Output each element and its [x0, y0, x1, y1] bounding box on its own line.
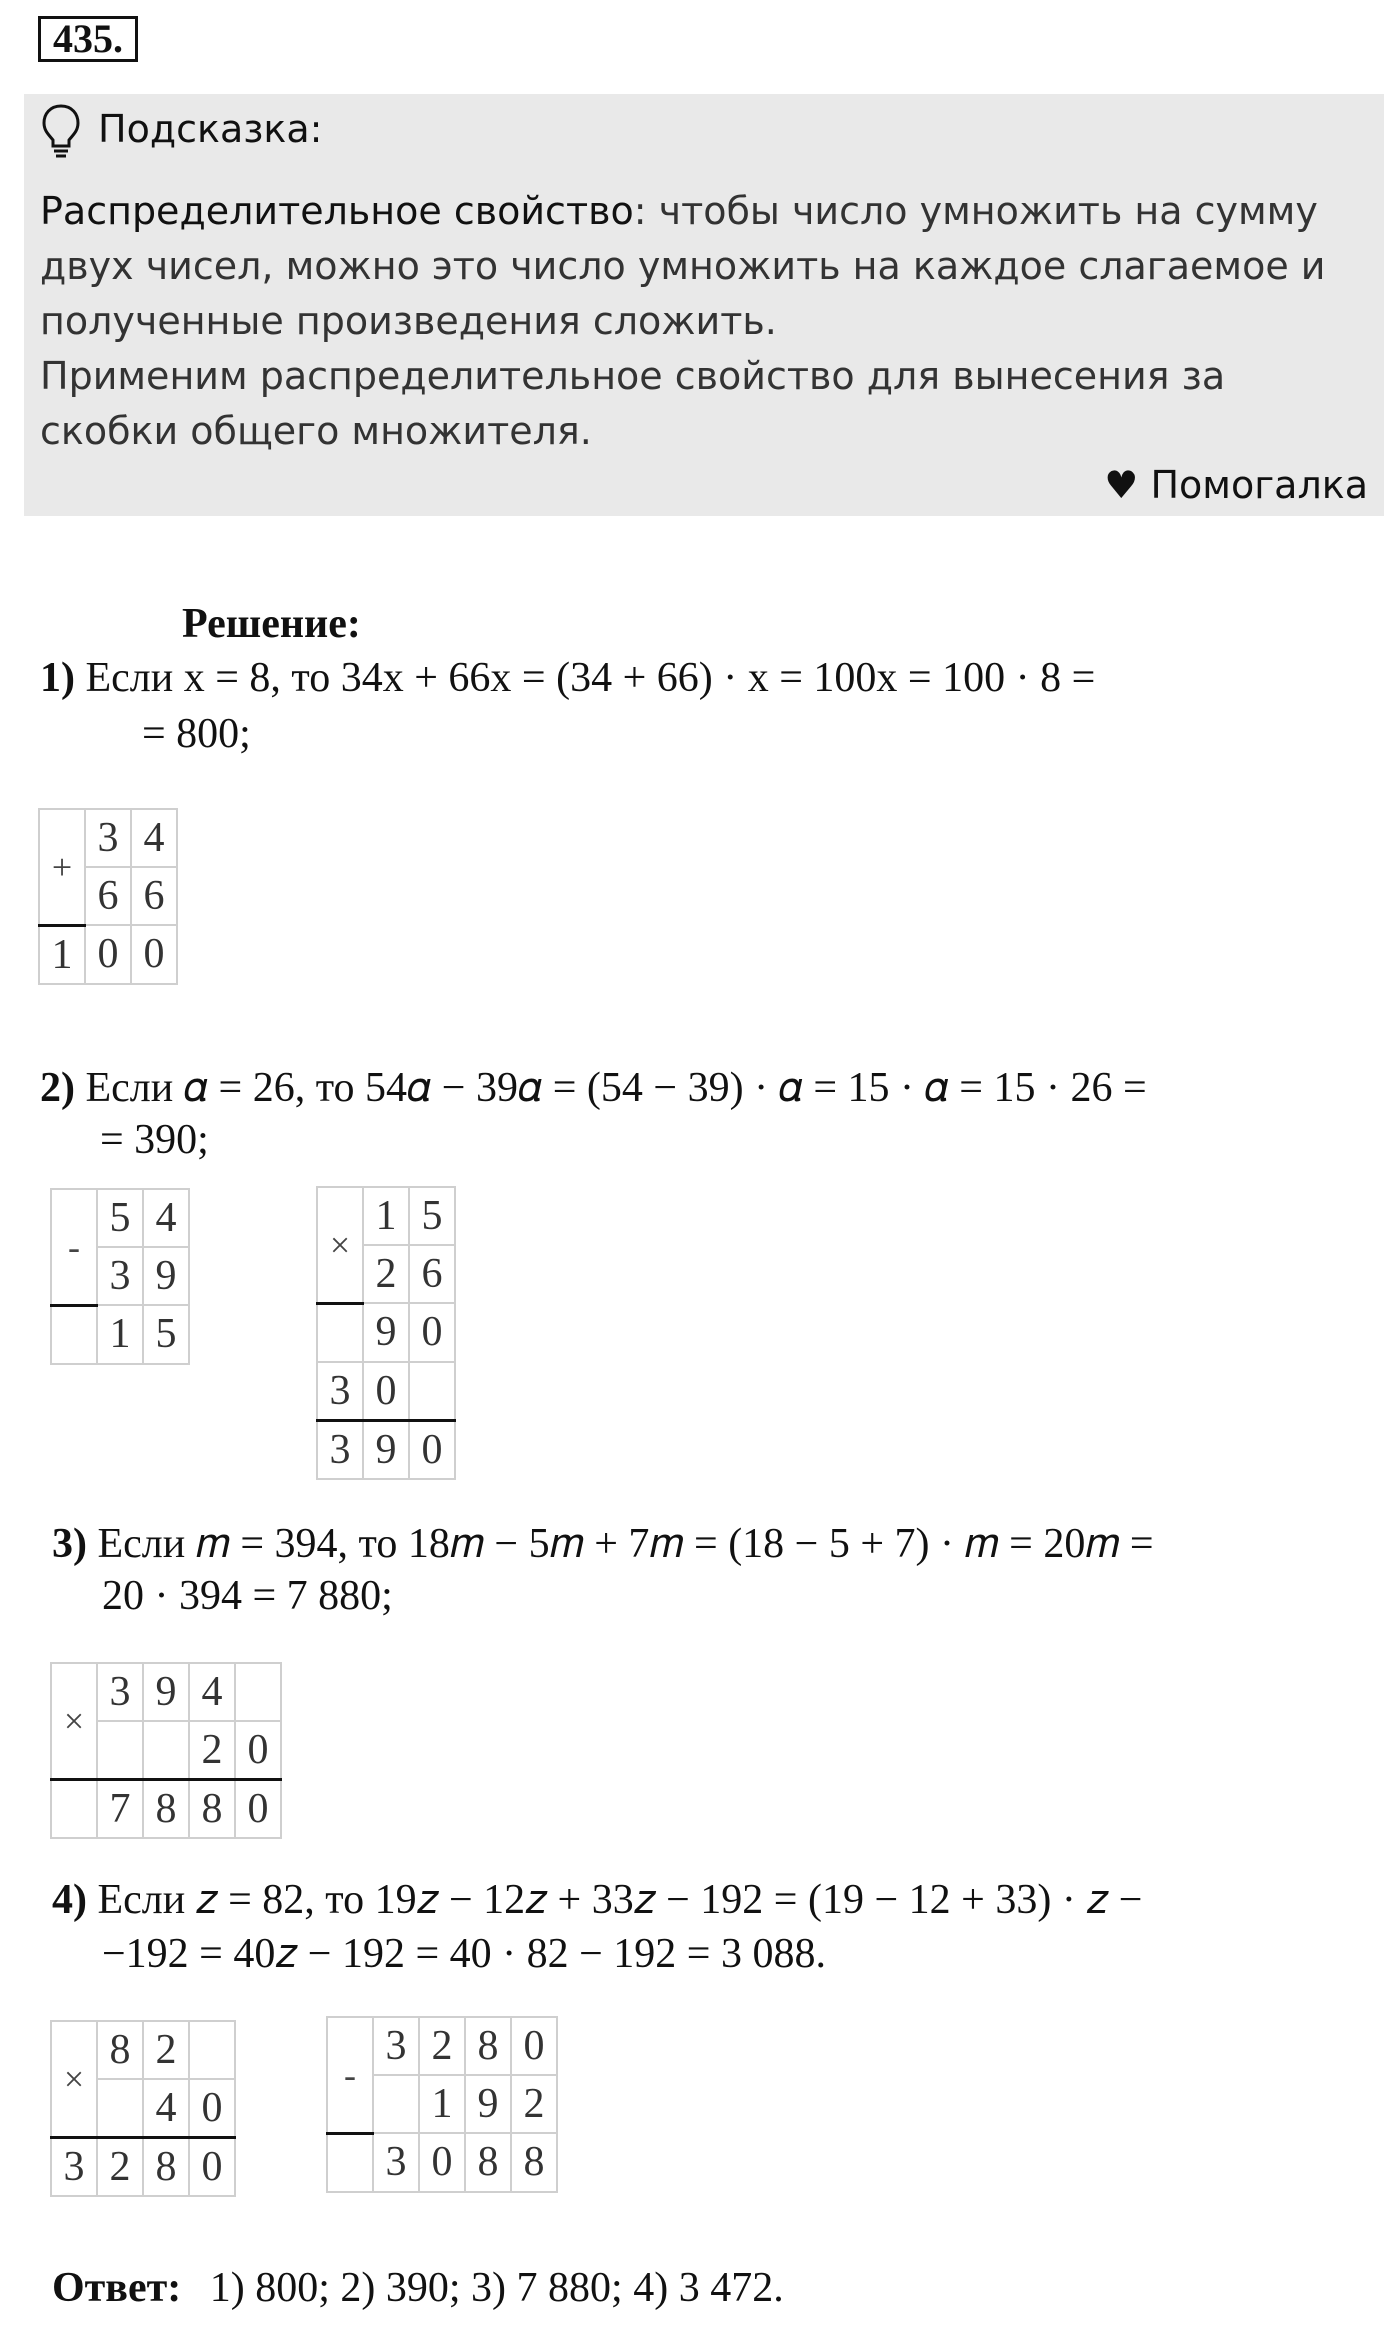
step-1-text: Если x = 8, то 34x + 66x = (34 + 66) · x = 100x = 100 · 8 =: [85, 655, 1096, 701]
digit: 2: [419, 2017, 465, 2075]
digit: 9: [363, 1420, 409, 1479]
digit: 8: [143, 2138, 189, 2197]
step-2-text: Если 𝛼 = 26, то 54𝛼 − 39𝛼 = (54 − 39) · 𝛼 = 15 · 𝛼 = 15 · 26 =: [85, 1065, 1147, 1111]
digit: 5: [409, 1187, 455, 1245]
digit: 0: [511, 2017, 557, 2075]
empty-cell: [97, 2079, 143, 2138]
step-3-line-2: 20 · 394 = 7 880;: [102, 1573, 393, 1619]
hint-panel: [24, 94, 1384, 516]
empty-cell: [327, 2133, 373, 2192]
digit: 8: [143, 1780, 189, 1839]
empty-cell: [189, 2021, 235, 2079]
digit: 3: [373, 2017, 419, 2075]
heart-icon: ♥: [1104, 463, 1139, 507]
column-mul-15-26: [316, 1186, 456, 1480]
digit: 1: [363, 1187, 409, 1245]
empty-cell: [97, 1721, 143, 1780]
digit: 4: [131, 809, 177, 867]
digit: 3: [97, 1663, 143, 1721]
times-sign: ×: [51, 1663, 97, 1780]
hint-footer-text: Помогалка: [1150, 463, 1368, 507]
step-4-line-1: [52, 1874, 1142, 1926]
minus-sign: -: [327, 2017, 373, 2133]
digit: 6: [85, 867, 131, 925]
digit: 2: [143, 2021, 189, 2079]
digit: 9: [143, 1247, 189, 1305]
digit: 1: [419, 2075, 465, 2133]
digit: 9: [143, 1663, 189, 1721]
digit: 0: [189, 2079, 235, 2138]
empty-cell: [235, 1663, 281, 1721]
times-sign: ×: [51, 2021, 97, 2138]
digit: 3: [317, 1362, 363, 1421]
digit: 8: [465, 2133, 511, 2192]
answer-text: 1) 800; 2) 390; 3) 7 880; 4) 3 472.: [209, 2265, 784, 2311]
empty-cell: [51, 1305, 97, 1364]
digit: 3: [51, 2138, 97, 2197]
digit: 4: [143, 1189, 189, 1247]
hint-definition: [40, 184, 1370, 349]
digit: 0: [419, 2133, 465, 2192]
digit: 6: [409, 1245, 455, 1303]
digit: 3: [85, 809, 131, 867]
empty-cell: [373, 2075, 419, 2133]
step-2-line-2: = 390;: [100, 1117, 209, 1163]
digit: 9: [465, 2075, 511, 2133]
digit: 4: [189, 1663, 235, 1721]
digit: 7: [97, 1780, 143, 1839]
digit: 1: [97, 1305, 143, 1364]
solution-heading: Решение:: [182, 601, 361, 647]
step-2-number: 2): [40, 1065, 75, 1111]
column-sub-54-39: [50, 1188, 190, 1365]
plus-sign: +: [39, 809, 85, 925]
digit: 2: [97, 2138, 143, 2197]
answer-line: [52, 2262, 784, 2314]
digit: 2: [511, 2075, 557, 2133]
hint-application: Применим распределительное свойство для вынесения за скобки общего множителя.: [40, 354, 1226, 453]
step-1-number: 1): [40, 655, 75, 701]
digit: 2: [189, 1721, 235, 1780]
empty-cell: [409, 1362, 455, 1421]
column-mul-82-40: [50, 2020, 236, 2197]
problem-number: 435.: [38, 16, 138, 62]
column-sub-3280-192: [326, 2016, 558, 2193]
digit: 0: [131, 925, 177, 984]
digit: 8: [97, 2021, 143, 2079]
digit: 0: [409, 1303, 455, 1362]
digit: 5: [97, 1189, 143, 1247]
step-3-number: 3): [52, 1521, 87, 1567]
digit: 0: [409, 1420, 455, 1479]
column-mul-394-20: [50, 1662, 282, 1839]
hint-title: Подсказка:: [98, 107, 323, 151]
digit: 3: [373, 2133, 419, 2192]
empty-cell: [143, 1721, 189, 1780]
digit: 4: [143, 2079, 189, 2138]
hint-footer: [1104, 460, 1368, 510]
digit: 8: [189, 1780, 235, 1839]
empty-cell: [51, 1780, 97, 1839]
digit: 6: [131, 867, 177, 925]
digit: 0: [85, 925, 131, 984]
digit: 1: [39, 925, 85, 984]
digit: 0: [235, 1780, 281, 1839]
empty-cell: [317, 1303, 363, 1362]
hint-definition-text: : чтобы число умножить на сумму двух чисел, можно это число умножить на каждое слагаемое и полученные произведения сложить.: [40, 189, 1326, 343]
digit: 2: [363, 1245, 409, 1303]
digit: 5: [143, 1305, 189, 1364]
column-add-34-66: [38, 808, 178, 985]
step-3-text: Если 𝑚 = 394, то 18𝑚 − 5𝑚 + 7𝑚 = (18 − 5 + 7) · 𝑚 = 20𝑚 =: [97, 1521, 1154, 1567]
times-sign: ×: [317, 1187, 363, 1303]
step-2-line-1: [40, 1062, 1147, 1114]
step-4-line-2: −192 = 40𝑧 − 192 = 40 · 82 − 192 = 3 088.: [102, 1931, 826, 1977]
answer-label: Ответ:: [52, 2265, 182, 2311]
digit: 8: [511, 2133, 557, 2192]
step-3-line-1: [52, 1518, 1154, 1570]
digit: 0: [235, 1721, 281, 1780]
step-1-line-2: = 800;: [142, 711, 251, 757]
minus-sign: -: [51, 1189, 97, 1305]
digit: 0: [363, 1362, 409, 1421]
hint-body: [40, 184, 1370, 459]
lightbulb-icon: [40, 102, 82, 160]
digit: 3: [97, 1247, 143, 1305]
step-1-line-1: [40, 652, 1095, 704]
step-4-number: 4): [52, 1877, 87, 1923]
step-4-text: Если 𝑧 = 82, то 19𝑧 − 12𝑧 + 33𝑧 − 192 = (19 − 12 + 33) · 𝑧 −: [97, 1877, 1143, 1923]
hint-term: Распределительное свойство: [40, 189, 634, 233]
digit: 8: [465, 2017, 511, 2075]
digit: 0: [189, 2138, 235, 2197]
digit: 9: [363, 1303, 409, 1362]
digit: 3: [317, 1420, 363, 1479]
